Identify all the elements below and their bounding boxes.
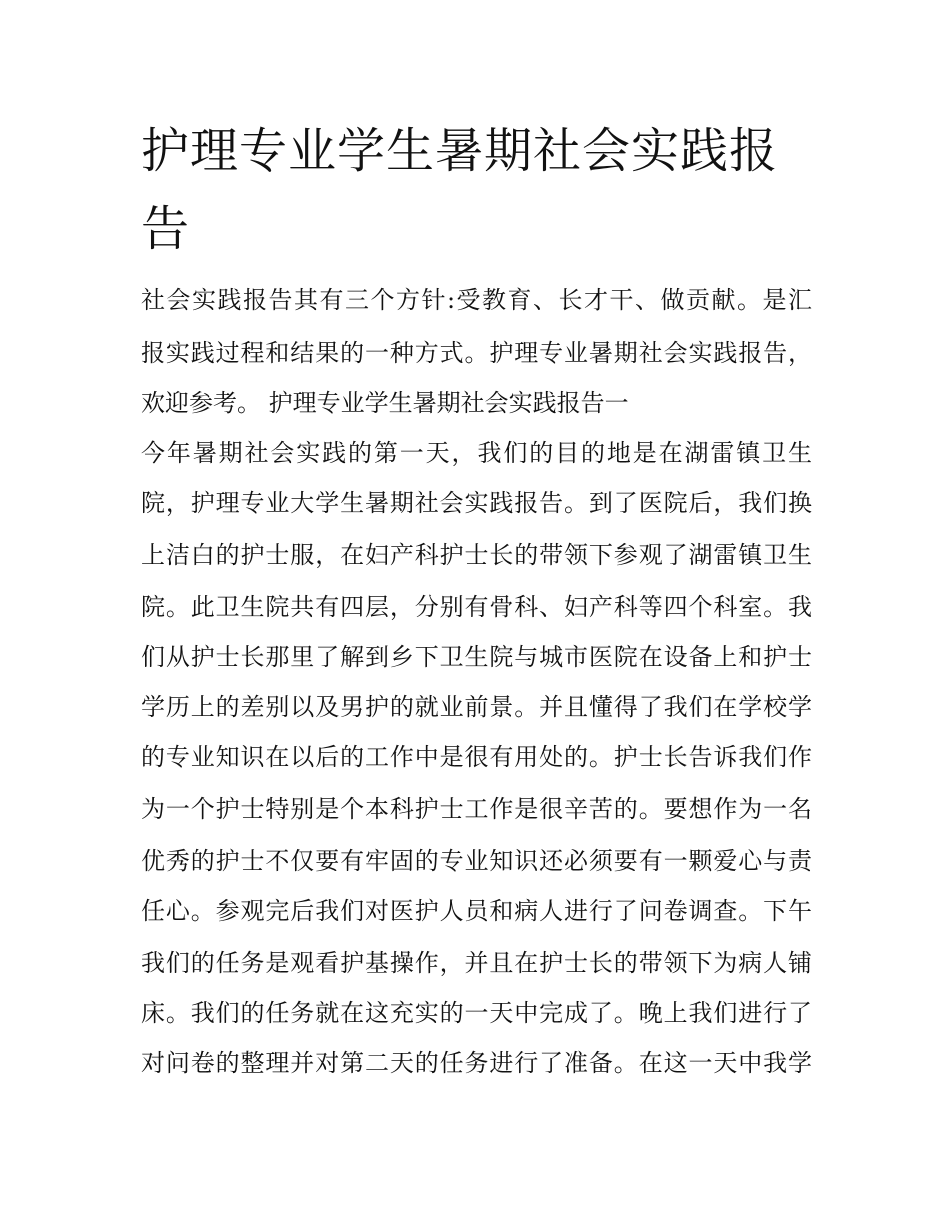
- body-line: 院，护理专业大学生暑期社会实践报告。到了医院后，我们换: [141, 489, 812, 517]
- body-line: 为一个护士特别是个本科护士工作是很辛苦的。要想作为一名: [141, 795, 812, 823]
- body-line: 今年暑期社会实践的第一天，我们的目的地是在湖雷镇卫生: [141, 439, 812, 467]
- body-line: 优秀的护士不仅要有牢固的专业知识还必须要有一颗爱心与责: [141, 847, 812, 875]
- title-line-2: 告: [141, 201, 191, 257]
- intro-line: 欢迎参考。 护理专业学生暑期社会实践报告一: [141, 389, 629, 417]
- intro-line: 报实践过程和结果的一种方式。护理专业暑期社会实践报告，: [141, 339, 812, 367]
- title-line-1: 护理专业学生暑期社会实践报: [141, 123, 779, 179]
- document-title: [141, 112, 821, 268]
- body-line: 上洁白的护士服，在妇产科护士长的带领下参观了湖雷镇卫生: [141, 541, 812, 569]
- body-line: 院。此卫生院共有四层，分别有骨科、妇产科等四个科室。我: [141, 593, 812, 621]
- body-line: 我们的任务是观看护基操作，并且在护士长的带领下为病人铺: [141, 949, 812, 977]
- body-line: 对问卷的整理并对第二天的任务进行了准备。在这一天中我学: [141, 1049, 812, 1077]
- body-line: 的专业知识在以后的工作中是很有用处的。护士长告诉我们作: [141, 743, 812, 771]
- body-line: 学历上的差别以及男护的就业前景。并且懂得了我们在学校学: [141, 693, 812, 721]
- body-line: 们从护士长那里了解到乡下卫生院与城市医院在设备上和护士: [141, 643, 812, 671]
- body-line: 床。我们的任务就在这充实的一天中完成了。晚上我们进行了: [141, 999, 812, 1027]
- intro-line: 社会实践报告其有三个方针:受教育、长才干、做贡献。是汇: [141, 286, 812, 314]
- body-line: 任心。参观完后我们对医护人员和病人进行了问卷调查。下午: [141, 897, 812, 925]
